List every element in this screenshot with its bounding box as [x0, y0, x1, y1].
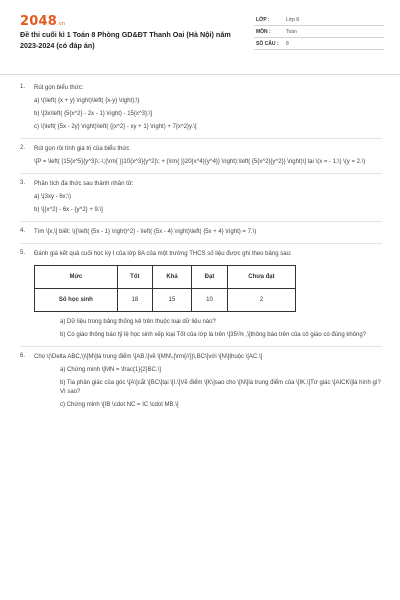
exam-title: Đề thi cuối kì 1 Toán 8 Phòng GD&ĐT Thanh Oai (Hà Nội) năm 2023-2024 (có đáp án): [20, 30, 231, 50]
question-text: Rút gọn biểu thức:: [34, 85, 84, 91]
exam-info-table: [254, 14, 384, 50]
logo-suffix: .vn: [56, 21, 66, 27]
question-text: Tìm \[x,\] biết: \({\left( {5x - 1} \right)^2} - \left( {5x - 4} \right)\left( {5x + 4} \right) = 7.\): [34, 229, 257, 235]
table-header-cell: Chưa đạt: [227, 266, 295, 289]
table-cell: 15: [152, 289, 191, 312]
question-2: [20, 145, 382, 167]
table-header-cell: Khá: [152, 266, 191, 289]
info-row-count: [254, 38, 384, 50]
info-row-subject: [254, 26, 384, 38]
question-number: 4.: [20, 228, 26, 234]
table-cell: 2: [227, 289, 295, 312]
results-table: [34, 265, 296, 312]
sub-question: b) Tia phân giác của góc \[A\]cắt \[BC\]tại \[I.\]Vẽ điểm \[K\]sao cho \[N\]là trung điểm của \[IK.\]Tứ giác \[AICK\]là hình gì? Vì sao?: [60, 380, 381, 395]
logo-text: 2048: [20, 14, 57, 29]
question-divider: [20, 221, 382, 222]
question-text: Cho \(\Delta ABC,\)\[M\]là trung điểm \[AB,\]vẽ \[MN\,{\rm{//}}\,BC\]với \[N\]thuộc \[AC.\]: [34, 354, 263, 360]
question-number: 6.: [20, 353, 26, 359]
question-text: Phân tích đa thức sau thành nhân tử:: [34, 181, 134, 187]
table-header-row: [35, 266, 296, 289]
question-3: [20, 180, 382, 215]
question-divider: [20, 346, 382, 347]
question-text: Đánh giá kết quả cuối học kỳ I của lớp 8A của một trường THCS số liệu được ghi theo bảng sau:: [34, 251, 292, 257]
sub-question: b) \[{x^2} - 6x - {y^2} + 9.\]: [34, 207, 103, 213]
table-cell: Số học sinh: [35, 289, 118, 312]
info-value: 8: [284, 38, 384, 50]
sub-question: a) Dữ liệu trong bảng thống kê trên thuộc loại dữ liệu nào?: [60, 319, 216, 325]
question-number: 1.: [20, 84, 26, 90]
question-number: 3.: [20, 180, 26, 186]
table-row: [35, 289, 296, 312]
info-label: LỚP :: [254, 14, 284, 26]
question-6: [20, 353, 382, 410]
info-label: MÔN :: [254, 26, 284, 38]
table-header-cell: Mức: [35, 266, 118, 289]
sub-question: a) Chứng minh \[MN = \frac{1}{2}BC.\]: [60, 367, 161, 373]
question-1: [20, 84, 382, 132]
question-divider: [20, 243, 382, 244]
site-logo[interactable]: [20, 14, 65, 29]
sub-question: \[P = \left( {15{x^5}{y^3}\;-\;{\rm{ }}10{x^3}{y^2}\; + {\rm{ }}20{x^4}{y^4}} \right):\left( {5{x^2}{y^2}} \right)\] tại \(x = - 1;\) \(y = 2.\): [34, 159, 366, 165]
table-cell: 18: [117, 289, 152, 312]
info-row-class: [254, 14, 384, 26]
question-text: Rút gọn rồi tính giá trị của biểu thức: [34, 146, 130, 152]
table-header-cell: Đạt: [192, 266, 228, 289]
sub-question: b) \[3x\left( {5{x^2} - 2x - 1} \right) - 15{x^3};\]: [34, 111, 153, 117]
question-number: 2.: [20, 145, 26, 151]
info-value: Lớp 8: [284, 14, 384, 26]
sub-question: b) Có giáo thông báo tỷ lệ học sinh xếp loại Tốt của lớp là trên \[35\% ,\]thông báo trên của cô giáo có đúng không?: [60, 332, 367, 338]
table-header-cell: Tốt: [117, 266, 152, 289]
info-value: Toán: [284, 26, 384, 38]
table-cell: 10: [192, 289, 228, 312]
question-divider: [20, 173, 382, 174]
sub-question: c) \(\left( {5x - 2y} \right)\left( {{x^2} - xy + 1} \right) + 7{x^2}y.\]: [34, 124, 197, 130]
question-5: [20, 250, 382, 340]
question-list: [20, 84, 382, 410]
question-4: [20, 228, 382, 237]
info-label: SỐ CÂU :: [254, 38, 284, 50]
question-divider: [20, 138, 382, 139]
question-number: 5.: [20, 250, 26, 256]
sub-question: c) Chứng minh \[IB \cdot NC = IC \cdot MB.\]: [60, 402, 179, 408]
sub-question: a) \(\left( {x + y} \right)\left( {x-y} \right);\): [34, 98, 140, 104]
header-divider: [0, 74, 400, 75]
sub-question: a) \(3xy - 6x;\): [34, 194, 72, 200]
